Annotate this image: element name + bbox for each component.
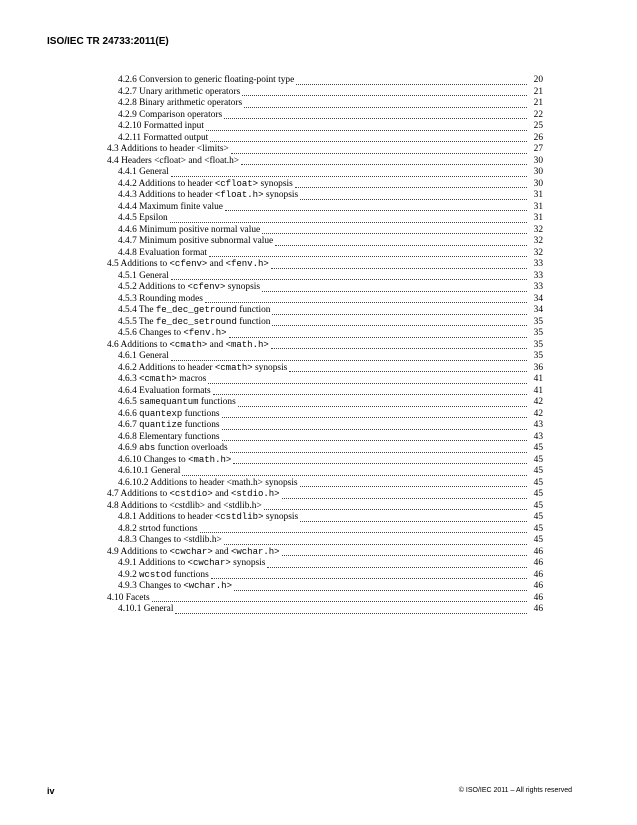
- toc-text-fragment: synopsis: [263, 512, 299, 522]
- dot-leader: [205, 301, 527, 303]
- toc-code-fragment: fe_dec_setround: [155, 316, 237, 327]
- toc-entry-title: [118, 455, 231, 467]
- toc-text-fragment: 4.5.2 Additions to: [118, 282, 188, 292]
- toc-code-fragment: <cwchar>: [187, 558, 231, 568]
- toc-entry-title: [118, 432, 220, 444]
- toc-page-number: 30: [533, 155, 543, 166]
- toc-entry[interactable]: [118, 87, 543, 99]
- toc-entry-title: [118, 248, 207, 260]
- toc-code-fragment: <wchar.h>: [230, 546, 280, 557]
- dot-leader: [271, 347, 527, 349]
- dot-leader: [171, 175, 527, 177]
- toc-code-fragment: <fenv.h>: [183, 328, 227, 338]
- toc-entry-title: [118, 558, 265, 570]
- toc-page-number: 35: [533, 351, 543, 361]
- document-id: ISO/IEC TR 24733:2011(E): [47, 36, 169, 47]
- toc-page-number: 45: [533, 443, 543, 453]
- toc-entry[interactable]: [118, 294, 543, 306]
- toc-text-fragment: 4.10.1 General: [118, 604, 174, 614]
- toc-text-fragment: 4.2.11 Formatted output: [118, 132, 209, 143]
- toc-page-number: 45: [533, 512, 543, 522]
- dot-leader: [213, 393, 527, 395]
- dot-leader: [282, 497, 527, 499]
- toc-entry-title: [118, 75, 294, 87]
- dot-leader: [225, 209, 527, 211]
- dot-leader: [170, 221, 527, 223]
- dot-leader: [171, 278, 527, 280]
- toc-entry[interactable]: [118, 443, 543, 455]
- toc-entry-title: [118, 294, 203, 306]
- toc-entry[interactable]: [118, 248, 543, 260]
- toc-text-fragment: function overloads: [155, 443, 228, 453]
- toc-entry[interactable]: [118, 213, 543, 225]
- table-of-contents: [0, 75, 637, 616]
- toc-text-fragment: function: [236, 305, 271, 315]
- dot-leader: [224, 543, 527, 545]
- toc-entry-title: [118, 524, 198, 536]
- toc-entry[interactable]: [118, 432, 543, 444]
- toc-page-number: 46: [533, 569, 543, 580]
- toc-entry-title: [118, 179, 293, 191]
- toc-page-number: 32: [533, 236, 543, 246]
- toc-entry[interactable]: [118, 558, 543, 570]
- toc-text-fragment: 4.4.6 Minimum positive normal value: [118, 224, 261, 235]
- dot-leader: [241, 163, 527, 165]
- toc-entry-title: [118, 167, 169, 179]
- toc-text-fragment: 4.4.7 Minimum positive subnormal value: [118, 236, 274, 246]
- toc-entry-title: [118, 213, 168, 225]
- toc-entry-title: [118, 121, 204, 133]
- dot-leader: [242, 94, 527, 96]
- toc-text-fragment: 4.5 Additions to: [107, 259, 170, 269]
- toc-code-fragment: samequantum: [139, 397, 199, 407]
- toc-text-fragment: synopsis: [230, 558, 266, 568]
- toc-code-fragment: fe_dec_getround: [155, 305, 237, 315]
- dot-leader: [209, 255, 527, 257]
- toc-page-number: 46: [533, 581, 543, 591]
- toc-entry-title: [118, 225, 260, 237]
- toc-entry[interactable]: [107, 489, 543, 501]
- toc-text-fragment: 4.8.1 Additions to header: [118, 512, 215, 522]
- toc-entry[interactable]: [107, 593, 543, 605]
- toc-list: [0, 75, 543, 616]
- toc-entry[interactable]: [118, 179, 543, 191]
- dot-leader: [282, 554, 527, 556]
- toc-page-number: 31: [533, 190, 543, 200]
- toc-text-fragment: 4.4.8 Evaluation format: [118, 247, 208, 258]
- toc-entry[interactable]: [107, 156, 543, 168]
- dot-leader: [272, 313, 527, 315]
- toc-text-fragment: 4.6.5: [118, 397, 140, 407]
- toc-code-fragment: quantize: [139, 420, 183, 430]
- dot-leader: [171, 359, 527, 361]
- toc-entry[interactable]: [118, 386, 543, 398]
- toc-text-fragment: 4.5.6 Changes to: [118, 328, 184, 338]
- toc-code-fragment: abs: [139, 443, 156, 453]
- toc-text-fragment: 4.2.8 Binary arithmetic operators: [118, 98, 243, 108]
- toc-code-fragment: <cfenv>: [169, 259, 208, 269]
- toc-text-fragment: 4.6.6: [118, 408, 140, 419]
- toc-entry[interactable]: [118, 282, 543, 294]
- toc-page-number: 30: [533, 178, 543, 189]
- toc-text-fragment: synopsis: [252, 362, 288, 373]
- toc-page-number: 45: [533, 489, 543, 499]
- toc-text-fragment: 4.6.2 Additions to header: [118, 362, 215, 373]
- toc-entry-title: [118, 397, 236, 409]
- toc-page-number: 25: [533, 121, 543, 131]
- toc-text-fragment: 4.4.2 Additions to header: [118, 178, 215, 189]
- toc-entry[interactable]: [118, 455, 543, 467]
- toc-text-fragment: functions: [182, 420, 220, 430]
- dot-leader: [262, 232, 527, 234]
- page-number: iv: [47, 786, 55, 796]
- toc-code-fragment: <cwchar>: [169, 546, 213, 557]
- toc-text-fragment: 4.4.4 Maximum finite value: [118, 201, 223, 212]
- toc-entry-title: [118, 190, 298, 202]
- toc-entry-title: [107, 593, 150, 605]
- toc-entry-title: [118, 110, 222, 122]
- toc-page-number: 42: [533, 397, 543, 407]
- dot-leader: [222, 439, 527, 441]
- toc-text-fragment: 4.6.8 Elementary functions: [118, 431, 220, 442]
- toc-page-number: 33: [533, 282, 543, 292]
- toc-entry-title: [118, 87, 240, 99]
- toc-page-number: 33: [533, 259, 543, 269]
- toc-entry[interactable]: [118, 351, 543, 363]
- dot-leader: [222, 416, 527, 418]
- toc-entry[interactable]: [118, 363, 543, 375]
- toc-entry[interactable]: [118, 397, 543, 409]
- toc-entry-title: [118, 282, 260, 294]
- toc-code-fragment: wcstod: [139, 569, 172, 580]
- toc-entry-title: [118, 271, 169, 283]
- toc-code-fragment: <math.h>: [225, 339, 269, 350]
- toc-text-fragment: 4.2.6 Conversion to generic floating-point type: [118, 75, 295, 85]
- dot-leader: [233, 462, 527, 464]
- dot-leader: [300, 198, 527, 200]
- toc-page-number: 42: [533, 408, 543, 419]
- toc-page-number: 21: [533, 86, 543, 97]
- dot-leader: [200, 531, 527, 533]
- toc-entry-title: [118, 374, 206, 386]
- toc-entry-title: [107, 156, 239, 168]
- toc-entry[interactable]: [118, 604, 543, 616]
- toc-text-fragment: 4.6.9: [118, 443, 140, 453]
- toc-entry-title: [118, 512, 298, 524]
- toc-entry[interactable]: [118, 570, 543, 582]
- toc-text-fragment: 4.3 Additions to header <limits>: [107, 144, 229, 154]
- dot-leader: [271, 267, 527, 269]
- dot-leader: [244, 106, 527, 108]
- toc-entry[interactable]: [118, 190, 543, 202]
- dot-leader: [296, 83, 527, 85]
- toc-entry-title: [118, 386, 211, 398]
- dot-leader: [210, 140, 527, 142]
- toc-entry-title: [118, 478, 298, 490]
- toc-page-number: 41: [533, 374, 543, 384]
- toc-text-fragment: 4.8 Additions to <cstdlib> and <stdlib.h>: [107, 500, 262, 511]
- toc-entry[interactable]: [107, 144, 543, 156]
- toc-text-fragment: synopsis: [258, 178, 293, 189]
- toc-entry[interactable]: [118, 581, 543, 593]
- toc-page-number: 20: [533, 75, 543, 85]
- toc-entry-title: [107, 144, 229, 156]
- toc-text-fragment: 4.7 Additions to: [107, 489, 170, 499]
- toc-entry[interactable]: [118, 524, 543, 536]
- toc-page-number: 31: [533, 201, 543, 212]
- toc-entry-title: [118, 202, 223, 214]
- toc-code-fragment: <stdio.h>: [230, 489, 280, 499]
- toc-entry-title: [118, 133, 208, 145]
- toc-entry-title: [107, 340, 269, 352]
- toc-text-fragment: functions: [182, 408, 220, 419]
- toc-entry[interactable]: [118, 133, 543, 145]
- toc-entry[interactable]: [118, 328, 543, 340]
- toc-page-number: 43: [533, 420, 543, 430]
- toc-code-fragment: <cfloat>: [214, 178, 259, 189]
- toc-entry-title: [118, 328, 227, 340]
- dot-leader: [295, 186, 527, 188]
- toc-page-number: 45: [533, 466, 543, 476]
- dot-leader: [208, 382, 527, 384]
- toc-page-number: 32: [533, 247, 543, 258]
- toc-text-fragment: 4.6.4 Evaluation formats: [118, 385, 211, 396]
- toc-entry-title: [118, 535, 222, 547]
- toc-code-fragment: <cfenv>: [187, 282, 226, 292]
- toc-text-fragment: 4.9 Additions to: [107, 546, 170, 557]
- toc-code-fragment: <cstdlib>: [214, 512, 264, 522]
- toc-page-number: 22: [533, 109, 543, 120]
- dot-leader: [272, 324, 527, 326]
- dot-leader: [238, 405, 527, 407]
- toc-entry-title: [118, 305, 270, 317]
- toc-page-number: 26: [533, 132, 543, 143]
- toc-text-fragment: functions: [171, 569, 209, 580]
- toc-text-fragment: 4.6.10.1 General: [118, 466, 181, 476]
- toc-entry[interactable]: [118, 236, 543, 248]
- toc-code-fragment: <math.h>: [188, 454, 232, 465]
- toc-entry[interactable]: [118, 374, 543, 386]
- toc-text-fragment: 4.2.7 Unary arithmetic operators: [118, 86, 241, 97]
- toc-text-fragment: 4.6.10.2 Additions to header <math.h> synopsis: [118, 477, 298, 488]
- toc-code-fragment: <cstdio>: [169, 489, 213, 499]
- toc-entry-title: [118, 98, 242, 110]
- toc-page-number: 45: [533, 523, 543, 534]
- dot-leader: [222, 428, 527, 430]
- toc-entry[interactable]: [118, 420, 543, 432]
- toc-entry-title: [118, 604, 173, 616]
- toc-entry[interactable]: [118, 478, 543, 490]
- toc-text-fragment: 4.4 Headers <cfloat> and <float.h>: [107, 155, 240, 166]
- toc-text-fragment: and: [212, 546, 231, 557]
- toc-entry-title: [118, 420, 220, 432]
- toc-page-number: 46: [533, 604, 543, 614]
- toc-entry-title: [118, 363, 287, 375]
- toc-page-number: 34: [533, 293, 543, 304]
- toc-entry-title: [107, 501, 262, 513]
- toc-code-fragment: <wchar.h>: [183, 581, 232, 591]
- toc-page-number: 45: [533, 454, 543, 465]
- dot-leader: [152, 600, 527, 602]
- toc-page-number: 30: [533, 167, 543, 177]
- toc-page-number: 33: [533, 270, 543, 281]
- toc-entry[interactable]: [118, 305, 543, 317]
- toc-entry-title: [118, 351, 169, 363]
- toc-page-number: 46: [533, 558, 543, 568]
- toc-entry[interactable]: [118, 535, 543, 547]
- toc-text-fragment: synopsis: [263, 190, 299, 200]
- toc-text-fragment: 4.4.5 Epsilon: [118, 213, 168, 223]
- toc-text-fragment: 4.2.9 Comparison operators: [118, 109, 223, 120]
- toc-text-fragment: 4.5.1 General: [118, 270, 169, 281]
- toc-page-number: 45: [533, 535, 543, 545]
- toc-page-number: 46: [533, 592, 543, 603]
- toc-entry-title: [118, 466, 180, 478]
- toc-text-fragment: 4.6.1 General: [118, 351, 169, 361]
- toc-text-fragment: and: [207, 339, 226, 350]
- dot-leader: [300, 485, 527, 487]
- toc-text-fragment: and: [207, 259, 226, 269]
- toc-text-fragment: 4.9.2: [118, 569, 140, 580]
- toc-text-fragment: macros: [176, 374, 207, 384]
- dot-leader: [262, 290, 527, 292]
- toc-text-fragment: 4.8.2 strtod functions: [118, 523, 198, 534]
- toc-entry-title: [118, 443, 228, 455]
- toc-entry-title: [118, 236, 273, 248]
- dot-leader: [300, 520, 527, 522]
- toc-entry[interactable]: [107, 547, 543, 559]
- toc-entry[interactable]: [118, 225, 543, 237]
- toc-code-fragment: <cmath>: [139, 374, 177, 384]
- toc-text-fragment: 4.10 Facets: [107, 592, 150, 603]
- toc-text-fragment: 4.2.10 Formatted input: [118, 121, 204, 131]
- toc-entry[interactable]: [118, 75, 543, 87]
- toc-entry[interactable]: [118, 466, 543, 478]
- toc-text-fragment: and: [212, 489, 231, 499]
- toc-entry-title: [118, 570, 209, 582]
- toc-entry[interactable]: [118, 98, 543, 110]
- toc-text-fragment: 4.6.7: [118, 420, 140, 430]
- dot-leader: [211, 577, 527, 579]
- dot-leader: [231, 152, 527, 154]
- toc-text-fragment: 4.6.10 Changes to: [118, 454, 189, 465]
- toc-code-fragment: <cmath>: [214, 362, 253, 373]
- dot-leader: [230, 451, 527, 453]
- toc-entry[interactable]: [118, 121, 543, 133]
- toc-entry-title: [118, 409, 220, 421]
- toc-entry-title: [107, 547, 280, 559]
- toc-entry[interactable]: [118, 271, 543, 283]
- toc-text-fragment: 4.5.4 The: [118, 305, 156, 315]
- toc-code-fragment: quantexp: [139, 408, 183, 419]
- toc-entry[interactable]: [107, 340, 543, 352]
- dot-leader: [234, 589, 527, 591]
- dot-leader: [264, 508, 527, 510]
- copyright-notice: © ISO/IEC 2011 – All rights reserved: [458, 787, 572, 794]
- toc-code-fragment: <float.h>: [214, 190, 264, 200]
- toc-page-number: 36: [533, 362, 543, 373]
- dot-leader: [229, 336, 527, 338]
- toc-text-fragment: 4.9.3 Changes to: [118, 581, 184, 591]
- toc-entry-title: [118, 317, 270, 329]
- toc-page-number: 34: [533, 305, 543, 315]
- toc-text-fragment: synopsis: [225, 282, 261, 292]
- toc-text-fragment: 4.6.3: [118, 374, 140, 384]
- dot-leader: [224, 117, 527, 119]
- dot-leader: [289, 370, 527, 372]
- toc-text-fragment: 4.5.5 The: [118, 316, 156, 327]
- toc-code-fragment: <cmath>: [169, 339, 208, 350]
- toc-page-number: 45: [533, 500, 543, 511]
- toc-page-number: 27: [533, 144, 543, 154]
- toc-text-fragment: function: [236, 316, 271, 327]
- toc-text-fragment: 4.5.3 Rounding modes: [118, 293, 203, 304]
- dot-leader: [267, 566, 527, 568]
- toc-page-number: 31: [533, 213, 543, 223]
- dot-leader: [175, 612, 527, 614]
- toc-code-fragment: <fenv.h>: [225, 259, 269, 269]
- dot-leader: [275, 244, 527, 246]
- toc-entry[interactable]: [118, 512, 543, 524]
- toc-entry-title: [107, 489, 280, 501]
- toc-page-number: 21: [533, 98, 543, 108]
- toc-page-number: 45: [533, 477, 543, 488]
- toc-text-fragment: 4.9.1 Additions to: [118, 558, 188, 568]
- toc-text-fragment: 4.6 Additions to: [107, 339, 170, 350]
- toc-entry[interactable]: [118, 110, 543, 122]
- toc-text-fragment: 4.4.1 General: [118, 167, 169, 177]
- toc-page-number: 43: [533, 431, 543, 442]
- toc-page-number: 35: [533, 316, 543, 327]
- toc-page-number: 41: [533, 385, 543, 396]
- toc-text-fragment: 4.8.3 Changes to <stdlib.h>: [118, 535, 222, 545]
- toc-page-number: 35: [533, 328, 543, 338]
- toc-entry[interactable]: [118, 409, 543, 421]
- toc-entry-title: [107, 259, 269, 271]
- toc-entry[interactable]: [118, 202, 543, 214]
- dot-leader: [182, 474, 527, 476]
- toc-entry[interactable]: [118, 317, 543, 329]
- toc-page-number: 35: [533, 339, 543, 350]
- toc-entry[interactable]: [118, 167, 543, 179]
- toc-entry[interactable]: [107, 259, 543, 271]
- toc-entry-title: [118, 581, 232, 593]
- toc-page-number: 32: [533, 224, 543, 235]
- dot-leader: [206, 129, 527, 131]
- toc-page-number: 46: [533, 546, 543, 557]
- toc-entry[interactable]: [107, 501, 543, 513]
- toc-text-fragment: 4.4.3 Additions to header: [118, 190, 215, 200]
- toc-text-fragment: functions: [198, 397, 236, 407]
